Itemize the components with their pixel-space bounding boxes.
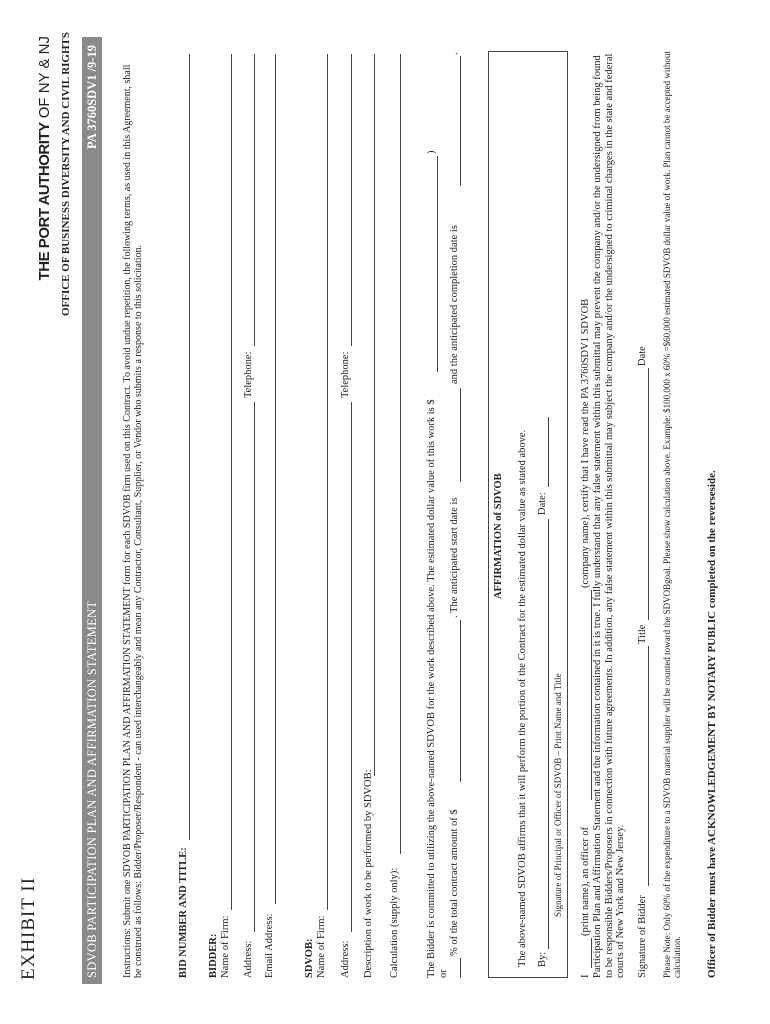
office-name: OFFICE OF BUSINESS DIVERSITY AND CIVIL RIGHTS (60, 32, 72, 317)
commitment-or: or (438, 969, 449, 978)
calculation-field[interactable] (400, 54, 401, 854)
sdvob-description-label: Description of work to be performed by SDVOB: (363, 769, 374, 978)
sdvob-address-label: Address: (340, 940, 351, 978)
bidder-address-label: Address: (243, 940, 254, 978)
sdvob-heading: SDVOB: (304, 938, 315, 978)
bidder-telephone-field[interactable] (254, 54, 255, 346)
bidder-address-field[interactable] (254, 402, 255, 932)
affirmation-signature-caption: Signature of Principal or Officer of SDVOB – Print Name and Title (553, 673, 563, 917)
bidder-heading: BIDDER: (208, 933, 219, 978)
sdvob-description-field[interactable] (374, 54, 375, 776)
cert-company-text: (company name), certify that I have read the PA 3760SDV1 SDVOB (580, 298, 591, 588)
port-authority-logo: THE PORT AUTHORITY OF NY & NJ (36, 36, 53, 281)
commitment-completion-text: and the anticipated completion date is (449, 225, 460, 384)
cert-print-name-text: (print name), an officer of (580, 826, 591, 936)
affirmation-text: The above-named SDVOB affirms that it will perform the portion of the Contract for the estimated dollar value as stated above. (517, 429, 528, 967)
estimated-value-field[interactable] (437, 156, 438, 372)
notary-footer: Officer of Bidder must have ACKNOWLEDGEMENT BY NOTARY PUBLIC completed on the reverseside. (706, 470, 718, 978)
contract-amount-field[interactable] (460, 620, 461, 782)
commitment-paren: ) (426, 150, 437, 154)
bidder-date-label: Date (637, 346, 648, 366)
start-date-field[interactable] (460, 388, 461, 482)
bid-number-field[interactable] (189, 54, 190, 840)
form-banner (82, 37, 102, 984)
bidder-signature-field[interactable] (648, 646, 649, 886)
bidder-name-field[interactable] (231, 54, 232, 910)
affirmation-date-label: Date: (537, 492, 548, 515)
bidder-title-field[interactable] (648, 368, 649, 620)
affirmation-by-label: By: (537, 951, 548, 967)
sdvob-telephone-field[interactable] (351, 54, 352, 346)
form-title: SDVOB PARTICIPATION PLAN AND AFFIRMATION STATEMENT (85, 600, 99, 978)
commitment-end: . (449, 52, 460, 55)
affirmation-box (488, 51, 568, 978)
sdvob-name-field[interactable] (327, 54, 328, 910)
note: Please Note: Only 60% of the expenditure to a SDVOB material supplier will be counted toward the SDVOBgoal. Please show calculation above. Example: $100,000 x 60% =$60,000 estimated SDVOB dollar value of work. Plan cannot be accepted without calculation. (662, 51, 682, 978)
bidder-name-label: Name of Firm: (220, 915, 231, 978)
bidder-title-label: Title (637, 624, 648, 644)
percent-field[interactable] (460, 958, 461, 978)
affirmation-title: AFFIRMATION of SDVOB (493, 473, 504, 599)
instructions: Instructions: Submit one SDVOB PARTICIPATION PLAN AND AFFIRMATION STATEMENT form for each SDVOB firm used on this Contract. To avoid undue repetition, the following terms, as used in this Agreement, shall be construed as follows: Bidder/Proposer/Respondent - can used interchangeably and mean any Contractor, Consultant, Supplier, or Vendor who submits a response to this solicitation. (122, 64, 144, 978)
completion-date-field[interactable] (460, 56, 461, 186)
form-code: PA 3760SDV1 /9-19 (85, 45, 99, 149)
bidder-email-label: Email Address: (264, 913, 275, 978)
commitment-percent-text: % of the total contract amount of $ (449, 809, 460, 956)
commitment-start-text: . The anticipated start date is (449, 497, 460, 618)
sdvob-telephone-label: Telephone: (340, 351, 351, 398)
bidder-telephone-label: Telephone: (243, 351, 254, 398)
calculation-label: Calculation (supply only): (389, 867, 400, 978)
sdvob-address-field[interactable] (351, 402, 352, 932)
cert-i: I (580, 974, 591, 978)
sdvob-name-label: Name of Firm: (316, 915, 327, 978)
affirmation-date-field[interactable] (548, 417, 549, 487)
cert-body: Participation Plan and Affirmation Statement and the information contained in it is true. I fully understand that any false statement within this submittal may prevent the company and/or the undersigned from being found to be responsible Bidders/Proposers in connection with future agreements. In addition, any false statement within this submittal may subject the company and/or the undersigned to criminal charges in the state and federal courts of New York and New Jersey. (592, 53, 626, 978)
commitment-line1: The Bidder is committed to utilizing the above-named SDVOB for the work described above. The estimated dollar value of this work is $ (426, 399, 437, 978)
bidder-email-field[interactable] (275, 54, 276, 904)
bidder-signature-label: Signature of Bidder (637, 895, 648, 978)
bid-number-label: BID NUMBER AND TITLE: (178, 847, 189, 978)
exhibit-title: EXHIBIT II (18, 876, 39, 980)
affirmation-signature-field[interactable] (548, 519, 549, 949)
